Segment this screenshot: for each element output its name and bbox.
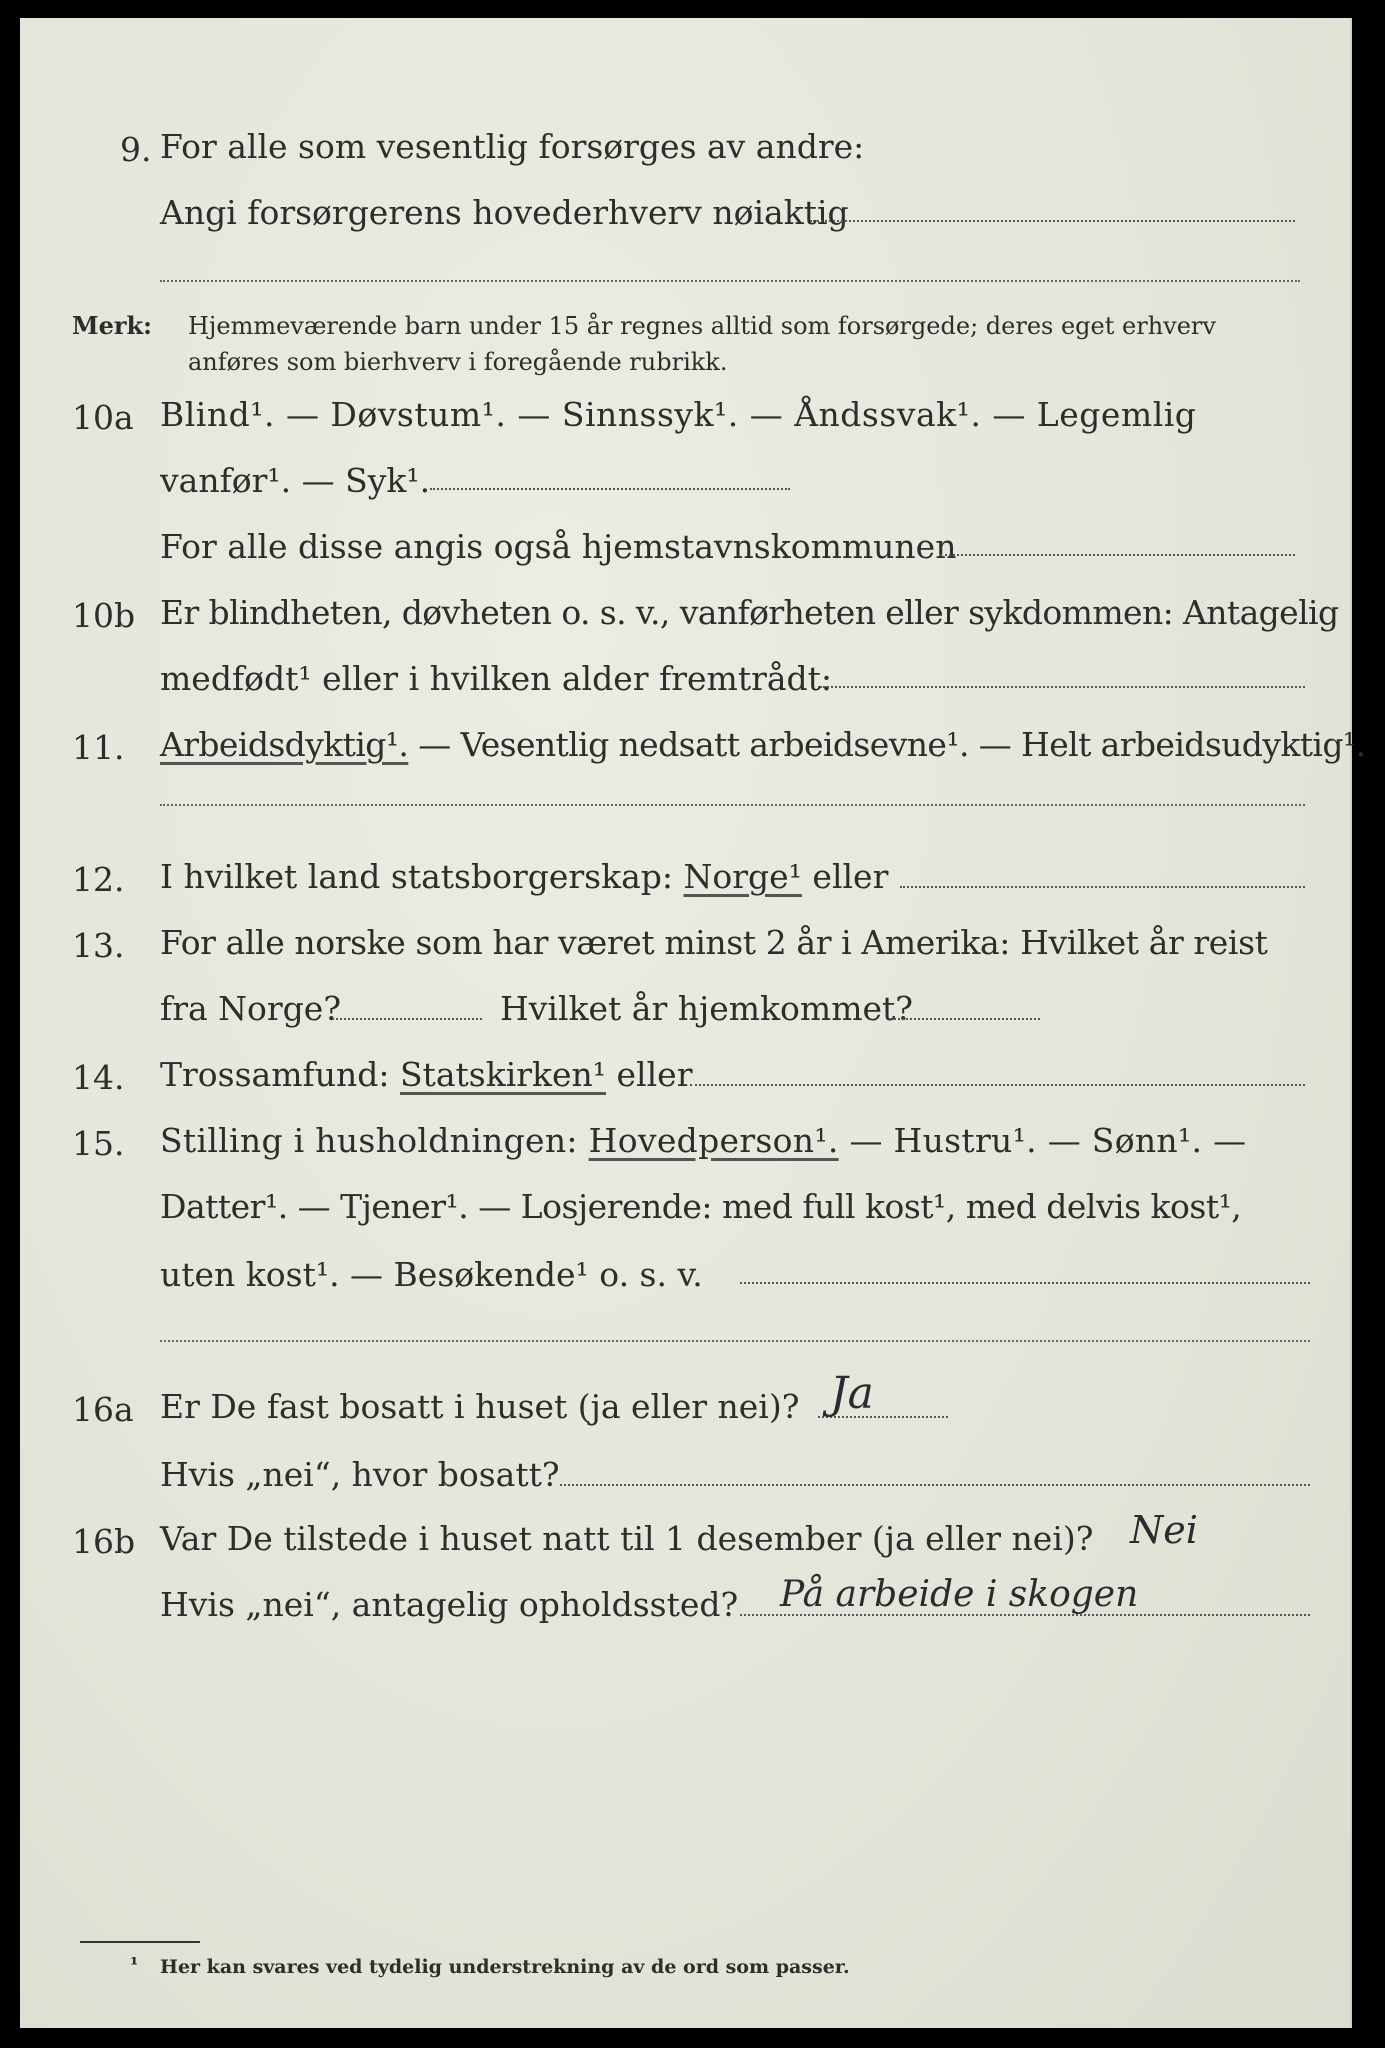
q9-answer-line-2[interactable]	[160, 280, 1300, 282]
q12-number: 12.	[72, 860, 125, 899]
q10a-number: 10a	[72, 398, 134, 437]
q14-question: Trossamfund:	[160, 1055, 400, 1094]
q11-answer-line[interactable]	[160, 804, 1305, 806]
q16a-line2: Hvis „nei“, hvor bosatt?	[160, 1455, 560, 1494]
q10a-home-municipality-line[interactable]	[940, 554, 1295, 556]
q15-number: 15.	[72, 1124, 125, 1163]
q11-line	[160, 725, 1366, 764]
q10a-line3: For alle disse angis også hjemstavnskommunen	[160, 527, 957, 566]
q12-line	[160, 857, 889, 896]
footnote-mark: ¹	[130, 1954, 139, 1976]
q16b-line2: Hvis „nei“, antagelig opholdssted?	[160, 1585, 739, 1624]
q13-line2b: Hvilket år hjemkommet?	[500, 989, 913, 1028]
q15-answer-line-2[interactable]	[160, 1340, 1310, 1342]
q10a-line1: Blind¹. — Døvstum¹. — Sinnssyk¹. — Åndssvak¹. — Legemlig	[160, 395, 1197, 434]
merk-line1: Hjemmeværende barn under 15 år regnes alltid som forsørgede; deres eget erhverv	[188, 312, 1216, 340]
q10b-line2: medfødt¹ eller i hvilken alder fremtrådt:	[160, 659, 833, 698]
q13-line1: For alle norske som har været minst 2 år i Amerika: Hvilket år reist	[160, 923, 1268, 962]
q9-line1: For alle som vesentlig forsørges av andre:	[160, 127, 865, 166]
q16a-where-line[interactable]	[560, 1484, 1310, 1486]
footnote-text: Her kan svares ved tydelig understrekning av de ord som passer.	[160, 1956, 850, 1978]
q15-option-hovedperson[interactable]: Hovedperson¹.	[588, 1121, 839, 1160]
merk-line2: anføres som bierhverv i foregående rubrikk.	[188, 348, 728, 376]
q12-or: eller	[801, 857, 889, 896]
q12-answer-line[interactable]	[900, 886, 1305, 888]
q15-answer-line[interactable]	[740, 1282, 1310, 1284]
q15-line1	[160, 1121, 1247, 1160]
census-form-page	[20, 18, 1366, 2028]
q13-number: 13.	[72, 926, 125, 965]
q10a-answer-line[interactable]	[430, 488, 790, 490]
q10b-number: 10b	[72, 596, 136, 635]
q14-number: 14.	[72, 1058, 125, 1097]
q15-question: Stilling i husholdningen:	[160, 1121, 589, 1160]
q16a-handwritten-answer: Ja	[830, 1368, 874, 1419]
q9-line2: Angi forsørgerens hovederhverv nøiaktig	[160, 193, 849, 232]
q16b-handwritten-answer-2: På arbeide i skogen	[780, 1574, 1139, 1615]
q12-question: I hvilket land statsborgerskap:	[160, 857, 684, 896]
q14-or: eller	[606, 1055, 693, 1094]
q11-number: 11.	[72, 728, 125, 767]
q14-line	[160, 1055, 693, 1094]
q15-line3: uten kost¹. — Besøkende¹ o. s. v.	[160, 1255, 703, 1294]
q11-option-arbeidsdyktig[interactable]: Arbeidsdyktig¹.	[160, 725, 409, 764]
q14-option-statskirken[interactable]: Statskirken¹	[399, 1055, 607, 1094]
q10a-line2: vanfør¹. — Syk¹.	[160, 461, 431, 500]
q10b-answer-line[interactable]	[820, 686, 1305, 688]
footnote-divider	[80, 1941, 200, 1943]
q15-other-options: — Hustru¹. — Sønn¹. —	[838, 1121, 1247, 1160]
q16b-line1: Var De tilstede i huset natt til 1 desember (ja eller nei)?	[160, 1519, 1094, 1558]
q13-year-left-line[interactable]	[332, 1018, 482, 1020]
q16a-line1: Er De fast bosatt i huset (ja eller nei)?	[160, 1387, 800, 1426]
q15-line2: Datter¹. — Tjener¹. — Losjerende: med full kost¹, med delvis kost¹,	[160, 1187, 1242, 1226]
q10b-line1: Er blindheten, døvheten o. s. v., vanførheten eller sykdommen: Antagelig	[160, 593, 1339, 632]
q13-year-returned-line[interactable]	[890, 1018, 1040, 1020]
q13-line2a: fra Norge?	[160, 989, 342, 1028]
q12-option-norge[interactable]: Norge¹	[683, 857, 802, 896]
q16b-number: 16b	[72, 1522, 136, 1561]
q9-number: 9.	[120, 130, 152, 169]
q16a-number: 16a	[72, 1390, 134, 1429]
q16b-handwritten-answer-1: Nei	[1130, 1508, 1198, 1552]
merk-label: Merk:	[72, 311, 152, 340]
q11-other-options: — Vesentlig nedsatt arbeidsevne¹. — Helt arbeidsudyktig¹.	[408, 725, 1366, 764]
q14-answer-line[interactable]	[690, 1084, 1305, 1086]
q9-answer-line[interactable]	[810, 220, 1295, 222]
